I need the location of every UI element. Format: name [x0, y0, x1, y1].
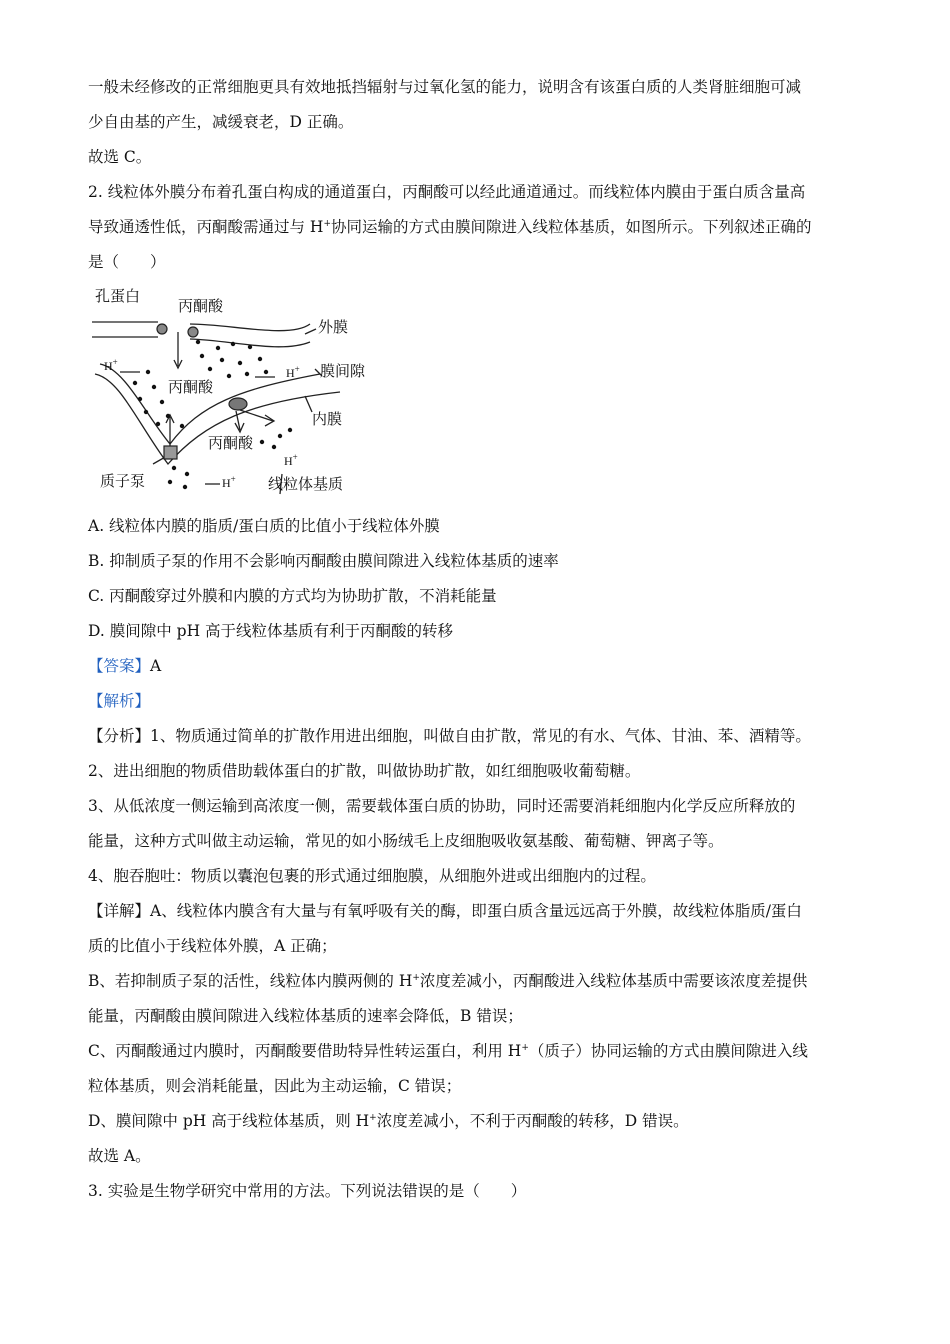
label-proton-pump: 质子泵 — [100, 472, 146, 490]
analysis-line-3a: 3、从低浓度一侧运输到高浓度一侧，需要载体蛋白质的协助，同时还需要消耗细胞内化学反应所释放的 — [88, 797, 796, 815]
label-h-matrix: H+ — [284, 452, 298, 468]
answer-value: A — [150, 657, 162, 675]
answer-tag: 【答案】 — [88, 657, 151, 675]
detail-a-line-1: 【详解】A、线粒体内膜含有大量与有氧呼吸有关的酶，即蛋白质含量远远高于外膜，故线粒体脂质/蛋白 — [88, 902, 802, 920]
label-h-left: H+ — [104, 357, 118, 373]
detail-d-line-1: D、膜间隙中 pH 高于线粒体基质，则 H+浓度差减小，不利于丙酮酸的转移，D 错误。 — [88, 1112, 689, 1130]
option-b: B. 抑制质子泵的作用不会影响丙酮酸由膜间隙进入线粒体基质的速率 — [88, 552, 559, 570]
porin-circle-right — [188, 327, 198, 337]
label-h-bottom: H+ — [222, 474, 236, 490]
label-matrix: 线粒体基质 — [268, 475, 344, 493]
mitochondria-membrane-diagram — [90, 284, 390, 499]
detail-c-line-2: 粒体基质，则会消耗能量，因此为主动运输，C 错误； — [88, 1077, 462, 1095]
intro-choice: 故选 C。 — [88, 148, 152, 166]
detail-b-line-1: B、若抑制质子泵的活性，线粒体内膜两侧的 H+浓度差减小，丙酮酸进入线粒体基质中需要该浓度差提供 — [88, 972, 808, 990]
label-pyruvate-top: 丙酮酸 — [178, 297, 224, 315]
outer-membrane-right-upper — [190, 324, 310, 331]
question-3-line-1: 3. 实验是生物学研究中常用的方法。下列说法错误的是（ ） — [88, 1182, 527, 1200]
question-2-line-3: 是（ ） — [88, 253, 166, 271]
analysis-line-3b: 能量，这种方式叫做主动运输，常见的如小肠绒毛上皮细胞吸收氨基酸、葡萄糖、钾离子等。 — [88, 832, 724, 850]
question-2-choice: 故选 A。 — [88, 1147, 151, 1165]
option-a: A. 线粒体内膜的脂质/蛋白质的比值小于线粒体外膜 — [88, 517, 440, 535]
analysis-line-1: 【分析】1、物质通过简单的扩散作用进出细胞，叫做自由扩散，常见的有水、气体、甘油、苯、酒精等。 — [88, 727, 811, 745]
transporter-ellipse — [229, 398, 247, 410]
analysis-line-2: 2、进出细胞的物质借助载体蛋白的扩散，叫做协助扩散，如红细胞吸收葡萄糖。 — [88, 762, 641, 780]
label-intermembrane-space: 膜间隙 — [320, 362, 366, 380]
option-d: D. 膜间隙中 pH 高于线粒体基质有利于丙酮酸的转移 — [88, 622, 454, 640]
label-inner-membrane: 内膜 — [312, 410, 343, 428]
detail-c-line-1: C、丙酮酸通过内膜时，丙酮酸要借助特异性转运蛋白，利用 H+（质子）协同运输的方式由膜间隙进入线 — [88, 1042, 808, 1060]
question-2-line-1: 2. 线粒体外膜分布着孔蛋白构成的通道蛋白，丙酮酸可以经此通道通过。而线粒体内膜由于蛋白质含量高 — [88, 183, 806, 201]
label-porin: 孔蛋白 — [95, 287, 141, 305]
intro-line-1: 一般未经修改的正常细胞更具有效地抵挡辐射与过氧化氢的能力，说明含有该蛋白质的人类肾脏细胞可减 — [88, 78, 802, 96]
detail-a-line-2: 质的比值小于线粒体外膜，A 正确； — [88, 937, 337, 955]
label-pyruvate-bottom: 丙酮酸 — [208, 434, 254, 452]
answer-line — [88, 649, 878, 684]
analysis-tag: 【解析】 — [88, 692, 151, 710]
label-pyruvate-mid: 丙酮酸 — [168, 378, 214, 396]
intro-line-2: 少自由基的产生，减缓衰老，D 正确。 — [88, 113, 354, 131]
label-outer-membrane: 外膜 — [318, 318, 349, 336]
question-2-line-2: 导致通透性低，丙酮酸需通过与 H+协同运输的方式由膜间隙进入线粒体基质，如图所示。下列叙述正确的 — [88, 218, 812, 236]
porin-circle-left — [157, 324, 167, 334]
detail-b-line-2: 能量，丙酮酸由膜间隙进入线粒体基质的速率会降低，B 错误； — [88, 1007, 523, 1025]
option-c: C. 丙酮酸穿过外膜和内膜的方式均为协助扩散，不消耗能量 — [88, 587, 497, 605]
document-page — [88, 70, 878, 1209]
proton-pump-square — [164, 446, 177, 459]
label-h-right: H+ — [286, 364, 300, 380]
analysis-line-4: 4、胞吞胞吐：物质以囊泡包裹的形式通过细胞膜，从细胞外进或出细胞内的过程。 — [88, 867, 656, 885]
